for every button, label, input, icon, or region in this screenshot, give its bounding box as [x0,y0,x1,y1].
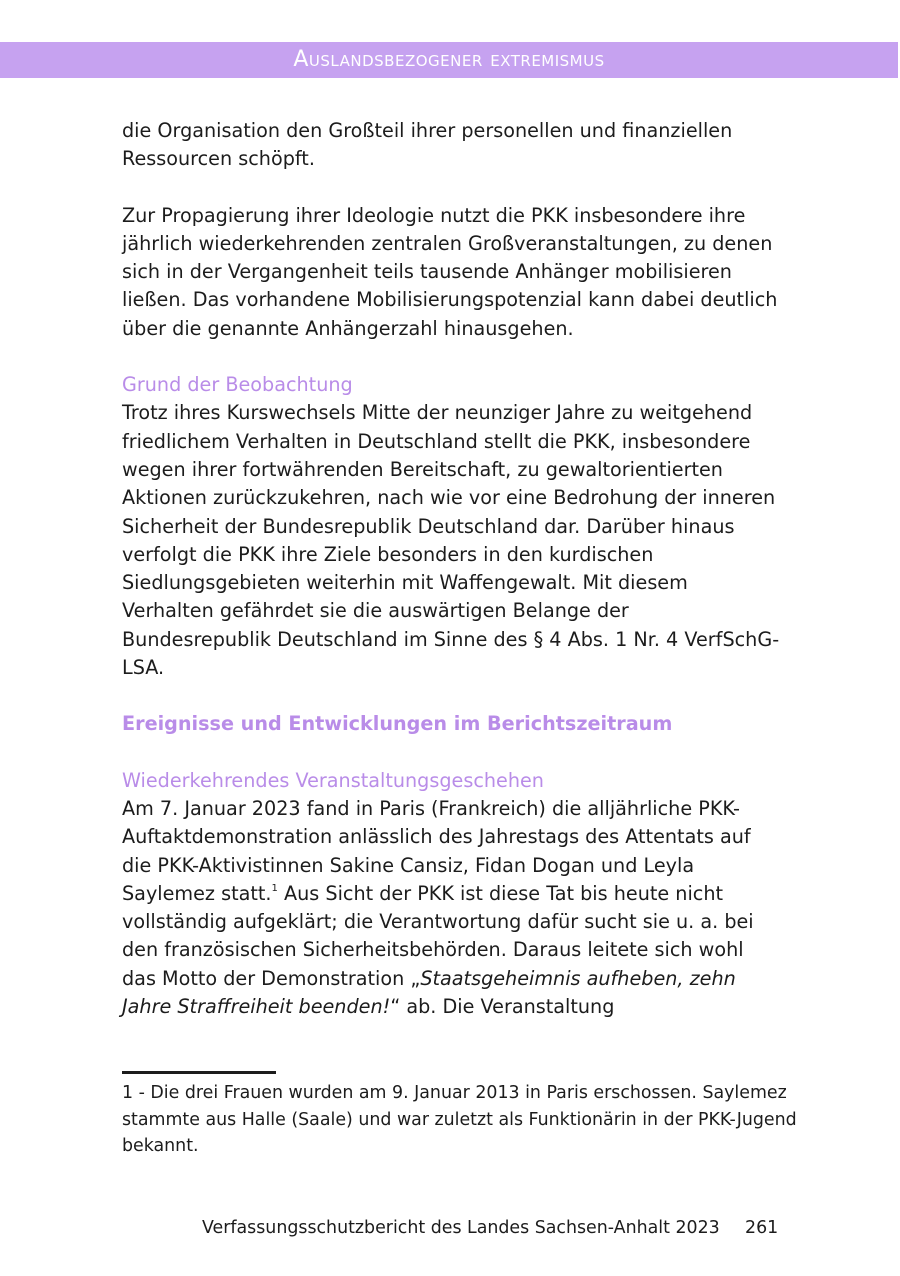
paragraph-continuation: die Organisation den Großteil ihrer personellen und finanziellen Ressourcen schöpft. [122,119,733,171]
footer-title: Verfassungsschutzbericht des Landes Sachsen-Anhalt 2023 [202,1218,720,1238]
paragraph-grund: Trotz ihres Kurswechsels Mitte der neunziger Jahre zu weitgehend friedlichem Verhalten in Deutschland stellt die PKK, insbesondere wegen ihrer fortwährenden Bereitschaft, zu gewaltorientierten Aktionen zurückzukehren, nach wie vor eine Bedrohung der inneren Sicherheit der Bundesrepublik Deutschland dar. Darüber hinaus verfolgt die PKK ihre Ziele besonders in den kurdischen Siedlungsgebieten weiterhin mit Waffengewalt. Mit diesem Verhalten gefährdet sie die auswärtigen Belange der Bundesrepublik Deutschland im Sinne des § 4 Abs. 1 Nr. 4 VerfSchG-LSA. [122,401,780,680]
main-content [122,117,782,1021]
demonstration-motto: Staatsgeheimnis aufheben, zehn Jahre Straffreiheit beenden! [122,966,736,1019]
header-bar [0,42,898,78]
paragraph-propaganda: Zur Propagierung ihrer Ideologie nutzt die PKK insbesondere ihre jährlich wiederkehrenden zentralen Großveranstaltungen, zu denen sich in der Vergangenheit teils tausende Anhänger mobilisieren ließen. Das vorhandene Mobilisierungspotenzial kann dabei deutlich über die genannte Anhängerzahl hinausgehen. [122,203,778,340]
paragraph-text-c: “ ab. Die Veranstaltung [390,995,615,1019]
chapter-title: Auslandsbezogener extremismus [293,47,605,72]
page-footer [0,1214,900,1242]
footnote: 1 - Die drei Frauen wurden am 9. Januar 2013 in Paris erschossen. Saylemez stammte aus Halle (Saale) und war zuletzt als Funktionärin in der PKK-Jugend bekannt. [122,1083,797,1156]
footnote-divider [122,1071,276,1074]
paragraph-veranstaltung [122,795,782,1021]
subheading-veranstaltung: Wiederkehrendes Veranstaltungsgeschehen [122,768,544,792]
paragraph-text-b: Aus Sicht der PKK ist diese Tat bis heute nicht vollständig aufgeklärt; die Verantwortung dafür sucht sie u. a. bei den französischen Sicherheitsbehörden. Daraus leitete sich wohl das Motto der Demonstration „ [122,881,754,990]
footnote-ref: 1 [271,882,278,894]
subheading-grund: Grund der Beobachtung [122,373,353,397]
page-number: 261 [745,1218,779,1238]
paragraph-text-a: Am 7. Januar 2023 fand in Paris (Frankreich) die alljährliche PKK-Auftaktdemonstration anlässlich des Jahrestags des Attentats auf die PKK-Aktivistinnen Sakine Cansiz, Fidan Dogan und Leyla Saylemez statt. [122,796,751,905]
section-heading-ereignisse: Ereignisse und Entwicklungen im Berichtszeitraum [122,712,673,736]
